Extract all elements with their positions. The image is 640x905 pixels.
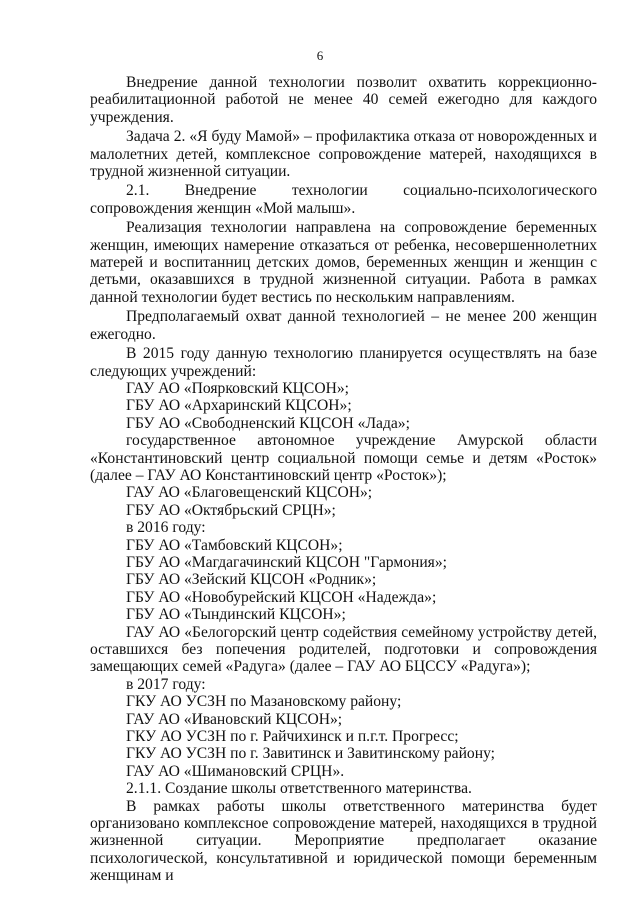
year-heading-2017: в 2017 году: xyxy=(126,675,206,693)
paragraph-coverage: Внедрение данной технологии позволит охватить коррекционно-реабилитационной работой не менее 40 семей ежегодно для каждого учреждения. xyxy=(90,74,597,126)
list-item: ГБУ АО «Архаринский КЦСОН»; xyxy=(126,397,352,415)
paragraph-section-2-1: 2.1. Внедрение технологии социально-психологического сопровождения женщин «Мой малыш». xyxy=(90,182,597,217)
paragraph-task-2: Задача 2. «Я буду Мамой» – профилактика отказа от новорожденных и малолетних детей, комплексное сопровождение матерей, находящихся в трудной жизненной ситуации. xyxy=(90,128,597,181)
paragraph-expected-coverage: Предполагаемый охват данной технологией – не менее 200 женщин ежегодно. xyxy=(90,308,597,343)
list-item: ГАУ АО «Благовещенский КЦСОН»; xyxy=(126,484,373,502)
paragraph-school: В рамках работы школы ответственного материнства будет организовано комплексное сопровождение матерей, находящихся в трудной жизненной ситуации. Мероприятие предполагает оказание психологической, консультативной и юридической помощи беременным женщинам и xyxy=(90,797,597,885)
list-item: ГКУ АО УСЗН по г. Райчихинск и п.г.т. Прогресс; xyxy=(126,728,459,746)
list-item: ГБУ АО «Тамбовский КЦСОН»; xyxy=(126,536,343,554)
year-heading-2016: в 2016 году: xyxy=(126,519,206,537)
list-item: ГАУ АО «Шимановский СРЦН». xyxy=(126,762,345,780)
list-item: ГКУ АО УСЗН по Мазановскому району; xyxy=(126,693,402,711)
document-body xyxy=(90,74,597,885)
list-item: ГКУ АО УСЗН по г. Завитинск и Завитинскому району; xyxy=(126,745,496,763)
list-item: ГБУ АО «Магдагачинский КЦСОН "Гармония»; xyxy=(126,553,447,571)
list-item: государственное автономное учреждение Амурской области «Константиновский центр социальной помощи семье и детям «Росток» (далее – ГАУ АО Константиновский центр «Росток»); xyxy=(90,432,597,484)
list-item: ГАУ АО «Ивановский КЦСОН»; xyxy=(126,710,343,728)
section-heading-2-1-1: 2.1.1. Создание школы ответственного материнства. xyxy=(126,780,472,798)
list-item: ГАУ АО «Белогорский центр содействия семейному устройству детей, оставшихся без попечения родителей, подготовки и сопровождения замещающих семей «Радуга» (далее – ГАУ АО БЦССУ «Радуга»); xyxy=(90,623,597,676)
list-item: ГБУ АО «Зейский КЦСОН «Родник»; xyxy=(126,571,377,589)
page-number: 6 xyxy=(316,48,324,63)
list-item: ГБУ АО «Тындинский КЦСОН»; xyxy=(126,606,346,624)
list-item: ГБУ АО «Октябрьский СРЦН»; xyxy=(126,501,336,519)
list-item: ГБУ АО «Свободненский КЦСОН «Лада»; xyxy=(126,414,410,432)
list-item: ГАУ АО «Поярковский КЦСОН»; xyxy=(126,379,349,397)
paragraph-2015-intro: В 2015 году данную технологию планируется осуществлять на базе следующих учреждений: xyxy=(90,345,597,380)
list-item: ГБУ АО «Новобурейский КЦСОН «Надежда»; xyxy=(126,588,437,606)
paragraph-technology: Реализация технологии направлена на сопровождение беременных женщин, имеющих намерение отказаться от ребенка, несовершеннолетних матерей и воспитанниц детских домов, беременных женщин и женщин с детьми, оказавшихся в трудной жизненной ситуации. Работа в рамках данной технологии будет вестись по нескольким направлениям. xyxy=(90,219,597,306)
